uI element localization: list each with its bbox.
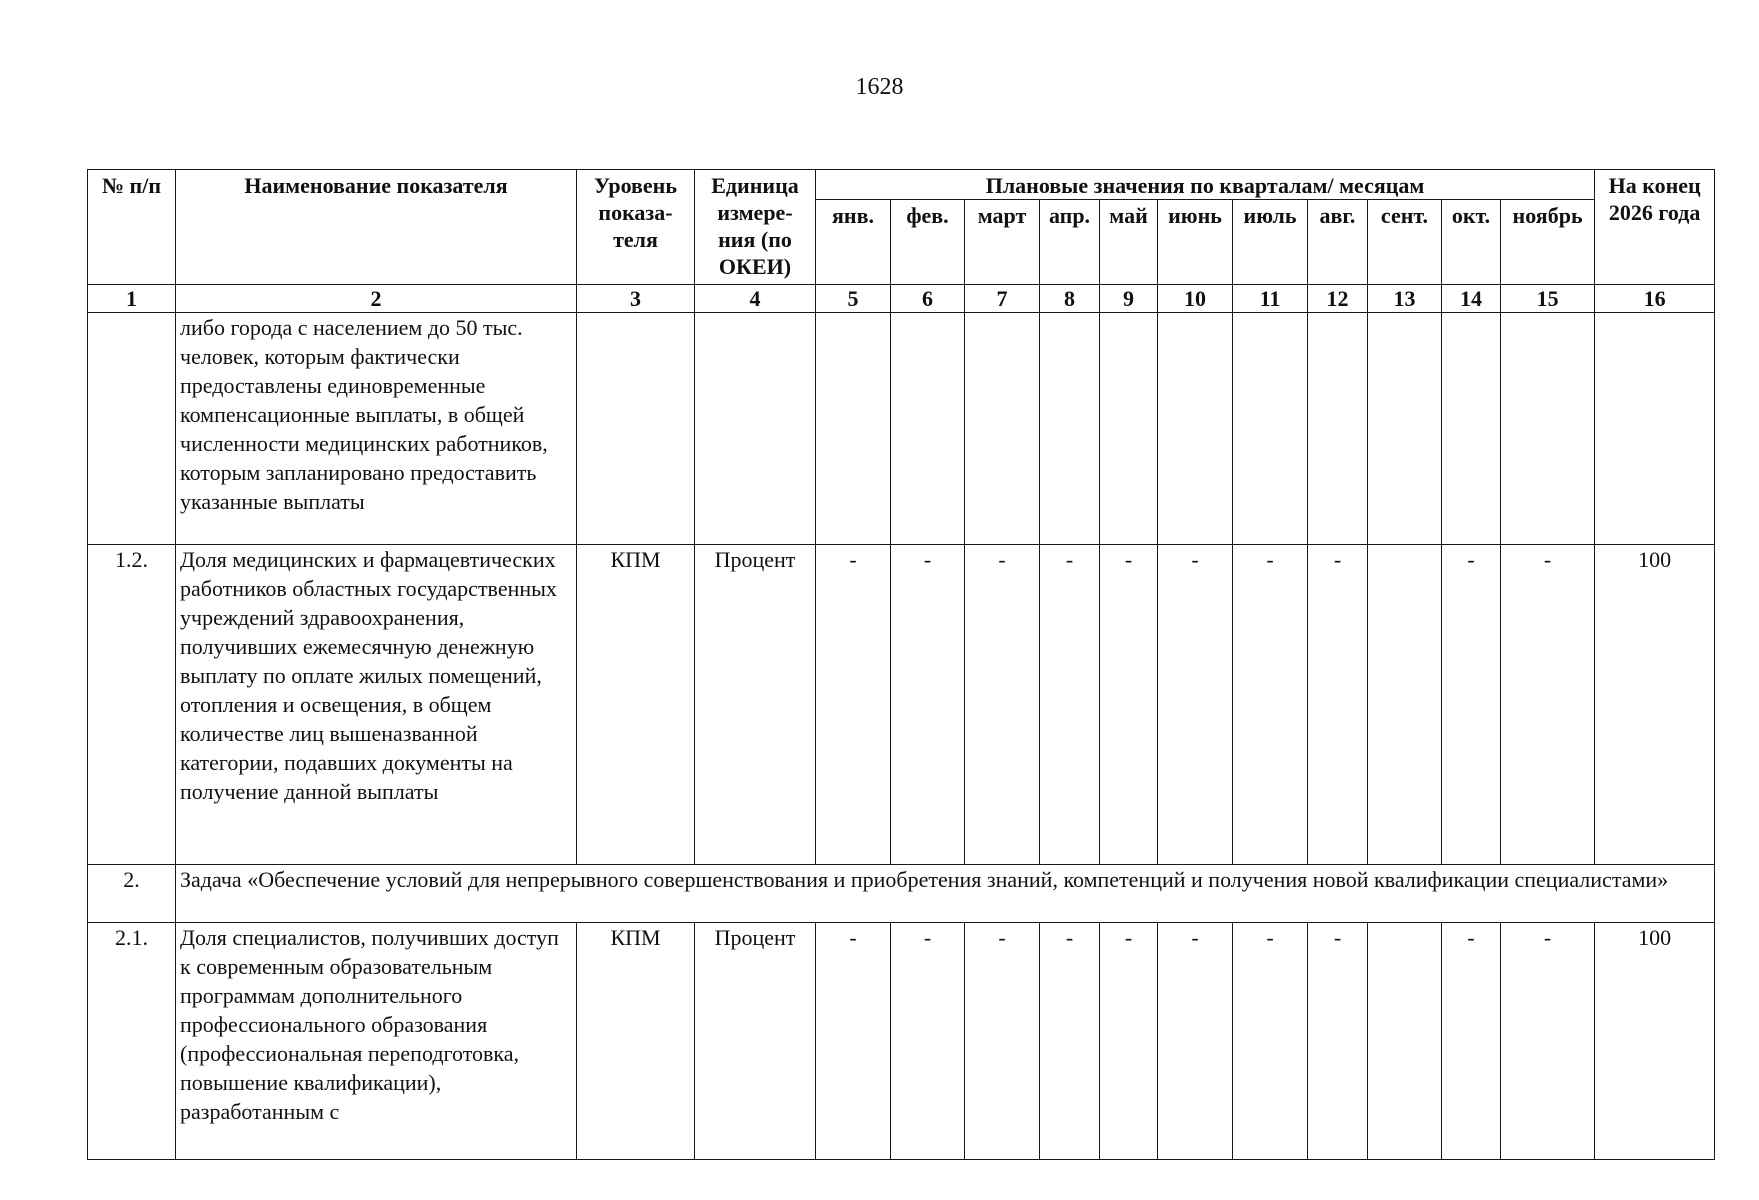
col-number: 3 [577,285,695,313]
month-value: - [1233,923,1308,1160]
col-number: 1 [88,285,176,313]
month-value: - [1308,545,1368,865]
indicator-unit: Процент [695,923,816,1160]
header-unit: Единица измере-ния (по ОКЕИ) [695,170,816,285]
header-month: янв. [816,200,891,285]
table-row [88,545,1715,865]
col-number: 6 [891,285,965,313]
indicator-unit: Процент [695,545,816,865]
header-month: сент. [1368,200,1442,285]
table-row [88,313,1715,545]
month-value: - [965,545,1040,865]
month-value [1100,313,1158,545]
table-row [88,923,1715,1160]
month-value: - [1442,923,1501,1160]
indicator-level: КПМ [577,923,695,1160]
end-value [1595,313,1715,545]
header-month: авг. [1308,200,1368,285]
month-value: - [891,545,965,865]
header-month: апр. [1040,200,1100,285]
col-number: 14 [1442,285,1501,313]
month-value: - [1308,923,1368,1160]
task-row [88,865,1715,923]
col-number: 13 [1368,285,1442,313]
indicator-table [87,169,1715,1160]
header-name: Наименование показателя [176,170,577,285]
month-value [1442,313,1501,545]
col-number: 9 [1100,285,1158,313]
month-value: - [1158,545,1233,865]
month-value [1158,313,1233,545]
col-number: 11 [1233,285,1308,313]
month-value [1501,313,1595,545]
header-month: июль [1233,200,1308,285]
month-value [1040,313,1100,545]
header-month: июнь [1158,200,1233,285]
month-value [1368,313,1442,545]
month-value [1308,313,1368,545]
month-value [816,313,891,545]
month-value: - [1040,545,1100,865]
col-number: 8 [1040,285,1100,313]
month-value [965,313,1040,545]
month-value [891,313,965,545]
end-value: 100 [1595,923,1715,1160]
page-number: 1628 [855,74,904,100]
header-month: март [965,200,1040,285]
header-month: окт. [1442,200,1501,285]
level-cell [577,313,695,545]
indicator-name: Доля специалистов, получивших доступ к современным образовательным программам дополнительного профессионального образования (профессиональная переподготовка, повышение квалификации), разработанным с [176,923,577,1160]
col-number: 12 [1308,285,1368,313]
row-num: 2. [88,865,176,923]
indicator-level: КПМ [577,545,695,865]
unit-cell [695,313,816,545]
month-value: - [816,923,891,1160]
month-value [1368,923,1442,1160]
row-num: 1.2. [88,545,176,865]
month-value: - [1158,923,1233,1160]
month-value: - [1040,923,1100,1160]
col-number: 10 [1158,285,1233,313]
col-number: 2 [176,285,577,313]
col-number: 5 [816,285,891,313]
month-value: - [1501,923,1595,1160]
row-num-cell [88,313,176,545]
month-value: - [1501,545,1595,865]
indicator-name: Доля медицинских и фармацевтических работников областных государственных учреждений здравоохранения, получивших ежемесячную денежную выплату по оплате жилых помещений, отопления и освещения, в общем количестве лиц вышеназванной категории, подавших документы на получение данной выплаты [176,545,577,865]
row-num: 2.1. [88,923,176,1160]
header-end: На конец 2026 года [1595,170,1715,285]
header-num: № п/п [88,170,176,285]
month-value: - [965,923,1040,1160]
month-value: - [891,923,965,1160]
indicator-name: либо города с населением до 50 тыс. человек, которым фактически предоставлены единовременные компенсационные выплаты, в общей численности медицинских работников, которым запланировано предоставить указанные выплаты [176,313,577,545]
month-value [1368,545,1442,865]
header-plan: Плановые значения по кварталам/ месяцам [816,170,1595,200]
task-title: Задача «Обеспечение условий для непрерывного совершенствования и приобретения знаний, компетенций и получения новой квалификации специалистами» [176,865,1715,923]
month-value: - [1233,545,1308,865]
month-value: - [816,545,891,865]
col-number: 4 [695,285,816,313]
end-value: 100 [1595,545,1715,865]
month-value: - [1442,545,1501,865]
col-number: 15 [1501,285,1595,313]
month-value: - [1100,545,1158,865]
header-level: Уровень показа-теля [577,170,695,285]
header-month: май [1100,200,1158,285]
col-number: 7 [965,285,1040,313]
col-number: 16 [1595,285,1715,313]
month-value [1233,313,1308,545]
header-month: ноябрь [1501,200,1595,285]
month-value: - [1100,923,1158,1160]
header-month: фев. [891,200,965,285]
